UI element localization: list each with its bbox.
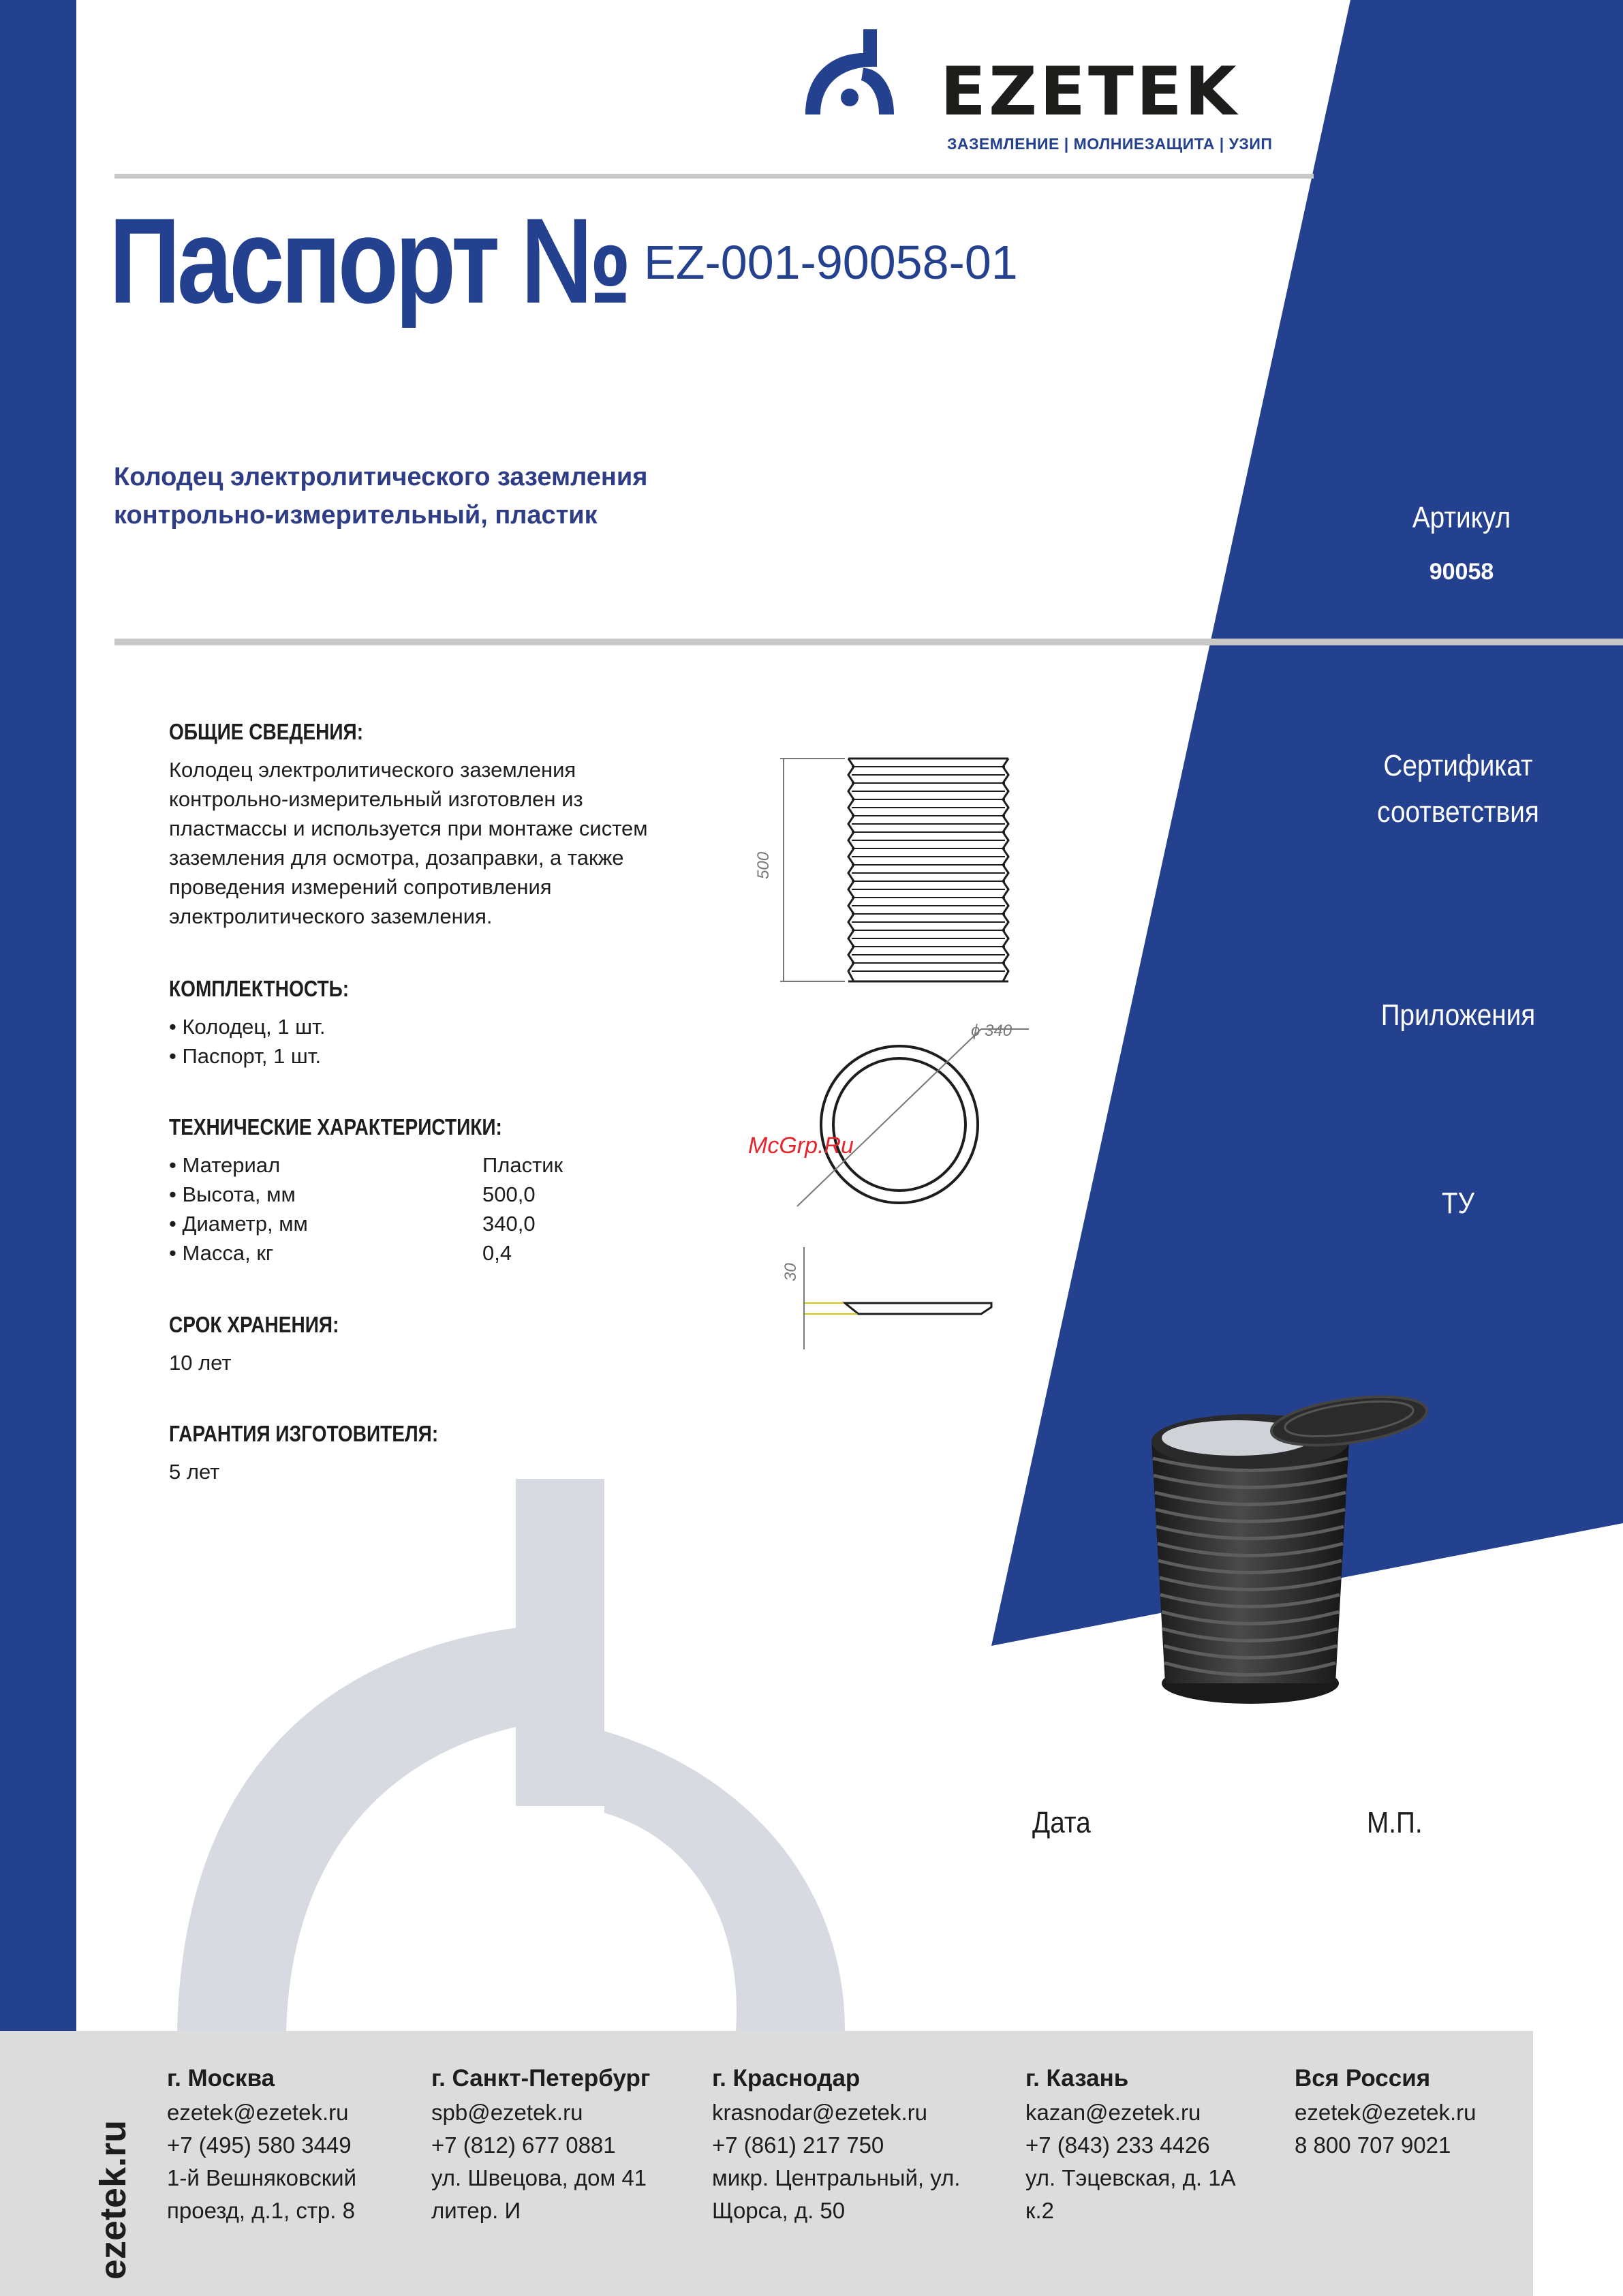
date-label: Дата xyxy=(1032,1806,1091,1839)
lid-dimension-label: 30 xyxy=(782,1263,800,1281)
footer-contact-russia xyxy=(1295,2065,1476,2162)
contact-phone: +7 (495) 580 3449 xyxy=(167,2132,352,2158)
general-line: заземления для осмотра, дозаправки, а также xyxy=(169,846,624,870)
height-dimension xyxy=(780,759,845,981)
attachments-label: Приложения xyxy=(1380,998,1536,1032)
contact-address: ул. Тэцевская, д. 1А xyxy=(1025,2165,1236,2190)
logo-icon xyxy=(799,26,901,118)
passport-number: EZ-001-90058-01 xyxy=(644,236,1018,289)
contact-email[interactable]: spb@ezetek.ru xyxy=(431,2100,583,2125)
kit-item: • Паспорт, 1 шт. xyxy=(169,1044,322,1068)
spec-value: 500,0 xyxy=(482,1182,536,1206)
site-vertical[interactable]: ezetek.ru xyxy=(93,2119,134,2280)
watermark: McGrp.Ru xyxy=(748,1133,854,1159)
spec-row xyxy=(169,1150,714,1180)
certificate-label xyxy=(1350,743,1566,836)
spec-value: 0,4 xyxy=(482,1241,512,1265)
warranty-heading: ГАРАНТИЯ ИЗГОТОВИТЕЛЯ: xyxy=(169,1421,439,1446)
contact-email[interactable]: ezetek@ezetek.ru xyxy=(1295,2100,1477,2125)
contact-phone: +7 (843) 233 4426 xyxy=(1025,2132,1210,2158)
kit-item: • Колодец, 1 шт. xyxy=(169,1015,326,1039)
general-line: электролитического заземления. xyxy=(169,904,493,928)
city-name: г. Краснодар xyxy=(712,2065,861,2092)
stamp-label: М.П. xyxy=(1367,1806,1423,1839)
general-line: Колодец электролитического заземления xyxy=(169,758,576,782)
decorative-logo-shape xyxy=(177,1479,845,2031)
contact-address: литер. И xyxy=(431,2198,521,2223)
contact-email[interactable]: kazan@ezetek.ru xyxy=(1025,2100,1201,2125)
certificate-line2: соответствия xyxy=(1377,795,1539,829)
spec-name: • Диаметр, мм xyxy=(169,1212,308,1236)
article-label: Артикул xyxy=(1412,501,1511,534)
city-name: Вся Россия xyxy=(1295,2065,1431,2092)
general-heading: ОБЩИЕ СВЕДЕНИЯ: xyxy=(169,719,364,744)
contact-address: к.2 xyxy=(1025,2198,1054,2223)
contact-phone: 8 800 707 9021 xyxy=(1295,2132,1451,2158)
well-top-view xyxy=(797,1029,1029,1206)
general-line: проведения измерений сопротивления xyxy=(169,875,552,899)
contact-email[interactable]: krasnodar@ezetek.ru xyxy=(712,2100,927,2125)
spec-row xyxy=(169,1209,714,1238)
city-name: г. Казань xyxy=(1025,2065,1129,2092)
warranty-value: 5 лет xyxy=(169,1460,220,1484)
contact-phone: +7 (861) 217 750 xyxy=(712,2132,884,2158)
diameter-dimension-label: ϕ 340 xyxy=(971,1022,1013,1040)
height-dimension-label: 500 xyxy=(754,851,773,879)
spec-name: • Материал xyxy=(169,1153,281,1177)
technical-drawing xyxy=(743,743,1056,1363)
spec-name: • Высота, мм xyxy=(169,1182,296,1206)
specs-heading: ТЕХНИЧЕСКИЕ ХАРАКТЕРИСТИКИ: xyxy=(169,1114,502,1139)
product-title xyxy=(114,458,1000,534)
contact-address: проезд, д.1, стр. 8 xyxy=(167,2198,355,2223)
product-photo xyxy=(1124,1390,1431,1717)
general-description xyxy=(169,755,769,931)
storage-heading: СРОК ХРАНЕНИЯ: xyxy=(169,1312,339,1337)
footer-contact-kazan xyxy=(1025,2065,1236,2227)
contact-address: Щорса, д. 50 xyxy=(712,2198,846,2223)
city-name: г. Москва xyxy=(167,2065,275,2092)
section-divider xyxy=(114,639,1623,645)
kit-list xyxy=(169,1012,646,1071)
left-blue-strip xyxy=(0,0,76,2031)
general-line: пластмассы и используется при монтаже систем xyxy=(169,816,648,840)
logo-tagline: ЗАЗЕМЛЕНИЕ | МОЛНИЕЗАЩИТА | УЗИП xyxy=(947,135,1273,153)
product-title-line2: контрольно-измерительный, пластик xyxy=(114,501,598,530)
tu-label: ТУ xyxy=(1441,1187,1475,1220)
certificate-line1: Сертификат xyxy=(1383,749,1533,782)
contact-address: ул. Швецова, дом 41 xyxy=(431,2165,647,2190)
header-divider xyxy=(114,174,1314,179)
logo-wordmark: EZETEK xyxy=(940,53,1239,131)
page-title: Паспорт № xyxy=(109,193,629,328)
kit-heading: КОМПЛЕКТНОСТЬ: xyxy=(169,976,350,1001)
lid-side-view xyxy=(804,1247,991,1349)
general-line: контрольно-измерительный изготовлен из xyxy=(169,787,583,811)
footer-contact-krasnodar xyxy=(712,2065,960,2227)
article-value: 90058 xyxy=(1429,559,1494,585)
footer-contact-spb xyxy=(431,2065,650,2227)
contact-email[interactable]: ezetek@ezetek.ru xyxy=(167,2100,349,2125)
well-side-view xyxy=(848,759,1008,981)
contact-address: 1-й Вешняковский xyxy=(167,2165,357,2190)
spec-row xyxy=(169,1238,714,1268)
specs-table xyxy=(169,1150,714,1268)
contact-address: микр. Центральный, ул. xyxy=(712,2165,961,2190)
spec-value: 340,0 xyxy=(482,1212,536,1236)
city-name: г. Санкт-Петербург xyxy=(431,2065,651,2092)
storage-value: 10 лет xyxy=(169,1351,232,1375)
spec-value: Пластик xyxy=(482,1153,563,1177)
contact-phone: +7 (812) 677 0881 xyxy=(431,2132,616,2158)
spec-name: • Масса, кг xyxy=(169,1241,274,1265)
footer-contact-moscow xyxy=(167,2065,356,2227)
product-title-line1: Колодец электролитического заземления xyxy=(114,463,648,491)
spec-row xyxy=(169,1180,714,1209)
